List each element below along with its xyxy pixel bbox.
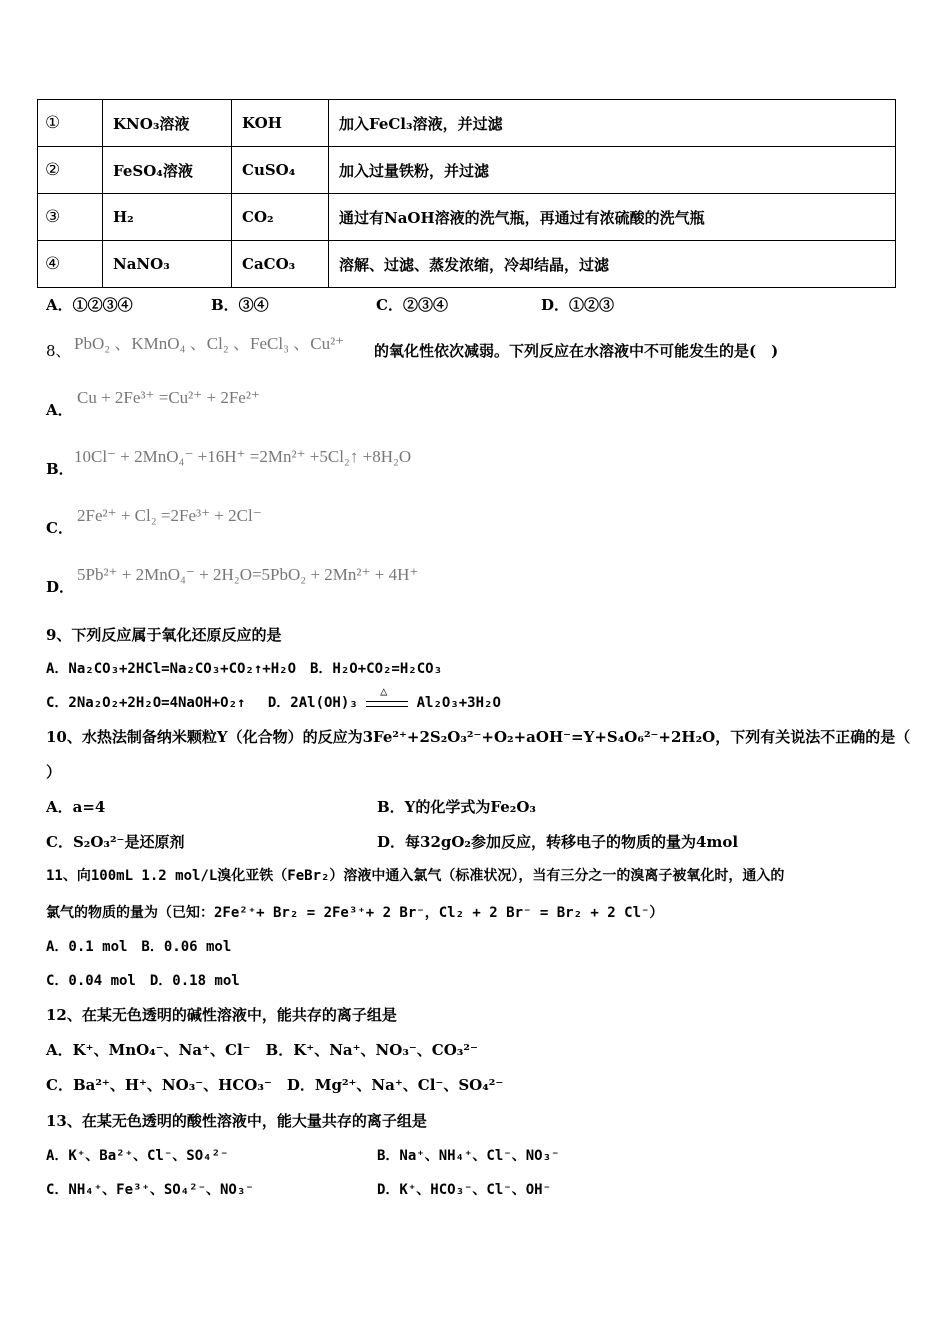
- q10-option-a: A．a=4: [46, 798, 106, 816]
- q10-option-b: B．Y的化学式为Fe₂O₃: [377, 798, 536, 816]
- q9-options-line2: [46, 684, 501, 712]
- q10-stem: 10、水热法制备纳米颗粒Y（化合物）的反应为3Fe²⁺+2S₂O₃²⁻+O₂+aOH⁻=Y+S₄O₆²⁻+2H₂O，下列有关说法不正确的是（: [46, 728, 911, 746]
- q8-option-b-formula: 10Cl⁻ + 2MnO₄⁻ +16H⁺ =2Mn²⁺ +5Cl₂↑ +8H₂O: [74, 447, 412, 466]
- q7-option-d: D．①②③: [541, 296, 615, 314]
- substance-cell: KNO₃溶液: [103, 100, 232, 147]
- row-number: ④: [38, 241, 103, 288]
- q8-option-c-label: C．: [46, 519, 73, 537]
- substance-cell: FeSO₄溶液: [103, 147, 232, 194]
- q8-option-a-formula: Cu + 2Fe³⁺ =Cu²⁺ + 2Fe²⁺: [77, 388, 260, 407]
- row-number: ①: [38, 100, 103, 147]
- q9-options-line2-right: Al₂O₃+3H₂O: [416, 695, 501, 711]
- impurity-cell: CuSO₄: [232, 147, 329, 194]
- impurity-cell: CO₂: [232, 194, 329, 241]
- method-cell: 通过有NaOH溶液的洗气瓶，再通过有浓硫酸的洗气瓶: [329, 194, 896, 241]
- method-cell: 加入过量铁粉，并过滤: [329, 147, 896, 194]
- q13-option-c: C．NH₄⁺、Fe³⁺、SO₄²⁻、NO₃⁻: [46, 1182, 254, 1198]
- q11-stem-line1: 11、向100mL 1.2 mol/L溴化亚铁（FeBr₂）溶液中通入氯气（标准状况），当有三分之一的溴离子被氧化时，通入的: [46, 868, 785, 884]
- q7-option-b: B．③④: [211, 296, 269, 314]
- row-number: ②: [38, 147, 103, 194]
- substance-cell: H₂: [103, 194, 232, 241]
- double-line-icon: [366, 701, 408, 707]
- row-number: ③: [38, 194, 103, 241]
- q12-options-line2: C．Ba²⁺、H⁺、NO₃⁻、HCO₃⁻ D．Mg²⁺、Na⁺、Cl⁻、SO₄²⁻: [46, 1076, 504, 1094]
- q11-options-line2: C．0.04 mol D．0.18 mol: [46, 973, 240, 989]
- purification-table: [37, 99, 896, 288]
- q8-option-c-formula: 2Fe²⁺ + Cl₂ =2Fe³⁺ + 2Cl⁻: [77, 506, 262, 525]
- q9-stem: 9、下列反应属于氧化还原反应的是: [46, 626, 282, 644]
- q12-options-line1: A．K⁺、MnO₄⁻、Na⁺、Cl⁻ B．K⁺、Na⁺、NO₃⁻、CO₃²⁻: [46, 1041, 478, 1059]
- method-cell: 加入FeCl₃溶液，并过滤: [329, 100, 896, 147]
- q8-species-formula: PbO₂ 、KMnO₄ 、Cl₂ 、FeCl₃ 、Cu²⁺: [74, 334, 345, 353]
- q13-stem: 13、在某无色透明的酸性溶液中，能大量共存的离子组是: [46, 1112, 427, 1130]
- q8-option-a-label: A．: [46, 401, 73, 419]
- q8-option-b-label: B．: [46, 460, 74, 478]
- q13-option-a: A．K⁺、Ba²⁺、Cl⁻、SO₄²⁻: [46, 1148, 229, 1164]
- q13-option-b: B．Na⁺、NH₄⁺、Cl⁻、NO₃⁻: [377, 1148, 560, 1164]
- q8-stem: 的氧化性依次减弱。下列反应在水溶液中不可能发生的是( ): [374, 342, 779, 360]
- table-row: [38, 241, 896, 288]
- q10-option-c: C．S₂O₃²⁻是还原剂: [46, 833, 185, 851]
- heat-arrow: [366, 684, 408, 710]
- delta-symbol: △: [380, 684, 388, 698]
- q10-option-d: D．每32gO₂参加反应，转移电子的物质的量为4mol: [377, 833, 739, 851]
- q8-option-d-formula: 5Pb²⁺ + 2MnO₄⁻ + 2H₂O=5PbO₂ + 2Mn²⁺ + 4H⁺: [77, 565, 419, 584]
- q7-option-c: C．②③④: [376, 296, 448, 314]
- table-row: [38, 194, 896, 241]
- impurity-cell: KOH: [232, 100, 329, 147]
- q12-stem: 12、在某无色透明的碱性溶液中，能共存的离子组是: [46, 1006, 397, 1024]
- method-cell: 溶解、过滤、蒸发浓缩，冷却结晶，过滤: [329, 241, 896, 288]
- q9-options-line2-left: C．2Na₂O₂+2H₂O=4NaOH+O₂↑ D．2Al(OH)₃: [46, 695, 358, 711]
- q10-stem-end: ）: [46, 763, 62, 781]
- q9-options-line1: A．Na₂CO₃+2HCl=Na₂CO₃+CO₂↑+H₂O B．H₂O+CO₂=H₂CO₃: [46, 661, 443, 677]
- q13-option-d: D．K⁺、HCO₃⁻、Cl⁻、OH⁻: [377, 1182, 552, 1198]
- q11-options-line1: A．0.1 mol B．0.06 mol: [46, 939, 232, 955]
- impurity-cell: CaCO₃: [232, 241, 329, 288]
- q8-option-d-label: D．: [46, 578, 75, 596]
- table-row: [38, 100, 896, 147]
- q7-option-a: A．①②③④: [46, 296, 133, 314]
- q11-stem-line2: 氯气的物质的量为（已知：2Fe²⁺+ Br₂ = 2Fe³⁺+ 2 Br⁻，Cl₂ + 2 Br⁻ = Br₂ + 2 Cl⁻）: [46, 905, 664, 921]
- table-row: [38, 147, 896, 194]
- substance-cell: NaNO₃: [103, 241, 232, 288]
- q8-number: 8、: [46, 342, 71, 360]
